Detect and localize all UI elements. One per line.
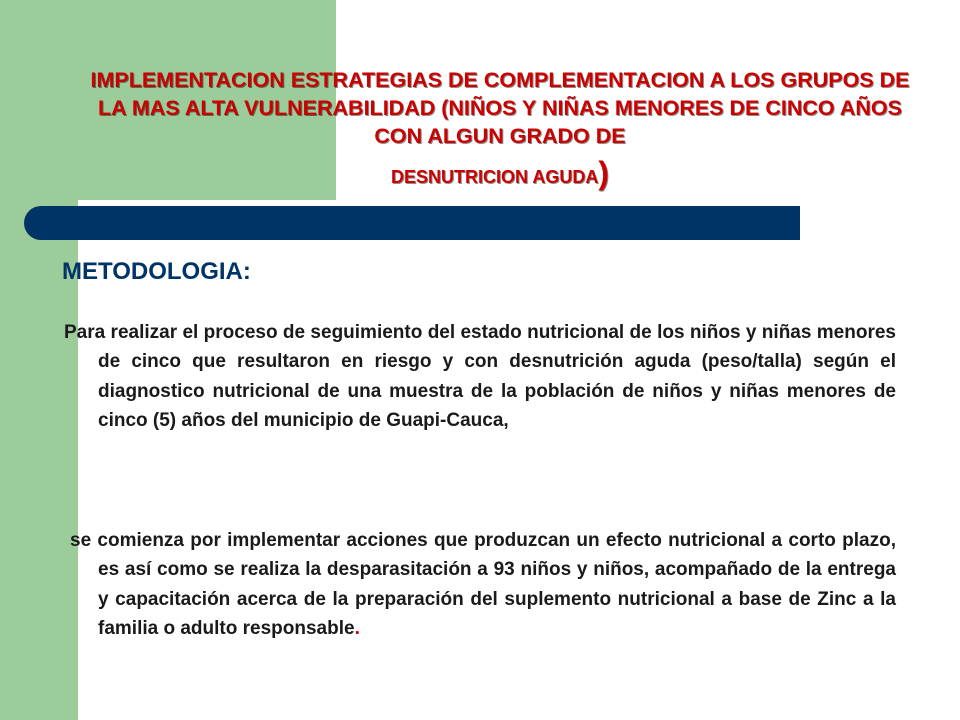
title-last-text: DESNUTRICION AGUDA: [391, 167, 599, 187]
navy-divider-bar: [24, 206, 800, 240]
paragraph-2-text: se comienza por implementar acciones que produzcan un efecto nutricional a corto plazo, es así como se realiza la desparasitación a 93 niños y niños, acompañado de la entrega y capacitación acerca de la preparación del suplemento nutricional a base de Zinc a la familia o adulto responsable: [70, 530, 896, 639]
title-main: IMPLEMENTACION ESTRATEGIAS DE COMPLEMENTACION A LOS GRUPOS DE LA MAS ALTA VULNERABILIDAD (NIÑOS Y NIÑAS MENORES DE CINCO AÑOS CON ALGUN GRADO DE: [90, 68, 910, 148]
paragraph-2-period: .: [354, 617, 360, 639]
slide-title: [90, 66, 910, 192]
title-close-paren: ): [598, 155, 609, 191]
section-heading: METODOLOGIA:: [62, 258, 251, 285]
paragraph-1: Para realizar el proceso de seguimiento del estado nutricional de los niños y niñas menores de cinco que resultaron en riesgo y con desnutrición aguda (peso/talla) según el diagnostico nutricional de una muestra de la población de niños y niñas menores de cinco (5) años del municipio de Guapi-Cauca,: [64, 322, 896, 431]
paragraph-2: [64, 526, 896, 643]
title-last-line: [90, 155, 910, 192]
